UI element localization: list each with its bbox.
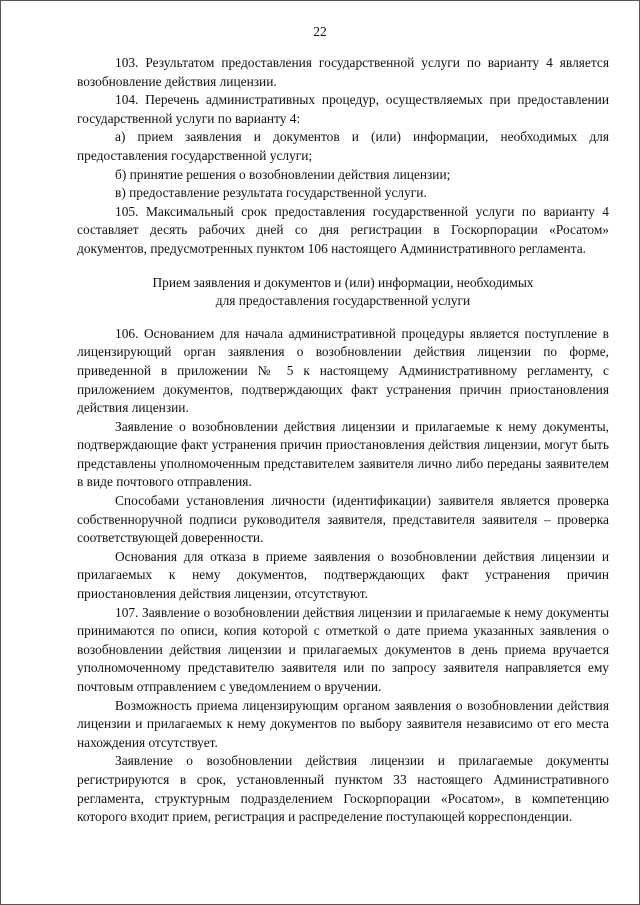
paragraph-106-refusal-grounds: Основания для отказа в приеме заявления о возобновлении действия лицензии и прилагаемых к нему документов, подтверждающих факт устранения причин приостановления действия лицензии, отсутствуют. [77,548,609,602]
paragraph-107-registration: Заявление о возобновлении действия лицензии и прилагаемые документы регистрируются в срок, установленный пунктом 33 настоящего Административного регламента, структурным подразделением Госкорпорации «Росатом», в компетенцию которого входит прием, регистрация и распределение поступающей корреспонденции. [77,753,609,825]
paragraph-105: 105. Максимальный срок предоставления государственной услуги по варианту 4 составляет десять рабочих дней со дня регистрации в Госкорпорации «Росатом» документов, предусмотренных пунктом 106 настоящего Административного регламента. [77,203,609,256]
paragraph-107: 107. Заявление о возобновлении действия лицензии и прилагаемые к нему документы принимаются по описи, копия которой с отметкой о дате приема указанных заявления о возобновлении действия лицензии и прилагаемых документов в день приема вручается уполномоченному представителю заявителя или по запросу заявителя направляется ему почтовым отправлением с уведомлением о вручении. [77,604,609,694]
list-item-a: а) прием заявления и документов и (или) информации, необходимых для предоставления государственной услуги; [77,129,609,163]
paragraph-106: 106. Основанием для начала административной процедуры является поступление в лицензирующий орган заявления о возобновлении действия лицензии по форме, приведенной в приложении № 5 к настоящему Административному регламенту, с приложением документов, подтверждающих факт устранения причин приостановления действия лицензии. [77,325,609,416]
list-item-b: б) принятие решения о возобновлении действия лицензии; [115,166,451,182]
document-body [77,54,609,827]
section-heading [77,274,609,311]
paragraph-107-location: Возможность приема лицензирующим органом заявления о возобновлении действия лицензии и прилагаемых к нему документов по выбору заявителя независимо от его места нахождения отсутствует. [77,697,609,750]
paragraph-106-submission: Заявление о возобновлении действия лицензии и прилагаемые к нему документы, подтверждающие факт устранения причин приостановления действия лицензии, могут быть представлены уполномоченным представителем заявителя лично либо переданы заявителем в виде почтового отправления. [77,418,609,490]
paragraph-104: 104. Перечень административных процедур, осуществляемых при предоставлении государственной услуги по варианту 4: [77,92,609,126]
list-item-c: в) предоставление результата государственной услуги. [115,185,427,201]
section-heading-line-1: Прием заявления и документов и (или) информации, необходимых [152,274,534,290]
paragraph-106-identification: Способами установления личности (идентификации) заявителя является проверка собственноручной подписи руководителя заявителя, представителя заявителя – проверка соответствующей доверенности. [77,493,609,546]
paragraph-103: 103. Результатом предоставления государственной услуги по варианту 4 является возобновление действия лицензии. [77,55,609,89]
page-number: 22 [313,24,327,39]
section-heading-line-2: для предоставления государственной услуги [215,293,471,309]
